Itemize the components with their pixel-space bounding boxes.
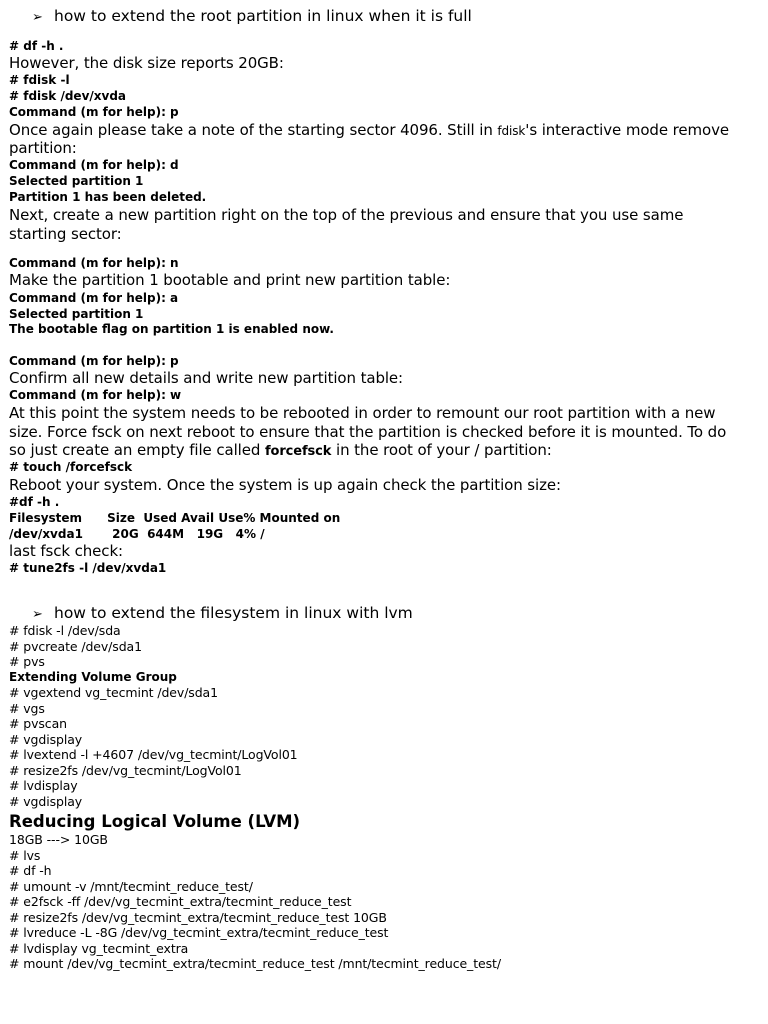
command-line: # e2fsck -ff /dev/vg_tecmint_extra/tecmint_reduce_test bbox=[9, 894, 352, 909]
command-line: # lvdisplay vg_tecmint_extra bbox=[9, 941, 189, 956]
command-line: Command (m for help): w bbox=[9, 388, 182, 402]
command-line: Command (m for help): p bbox=[9, 354, 179, 368]
command-line: # resize2fs /dev/vg_tecmint_extra/tecmint_reduce_test 10GB bbox=[9, 910, 387, 925]
command-line: # touch /forcefsck bbox=[9, 460, 133, 474]
command-line: Selected partition 1 bbox=[9, 307, 144, 321]
command-line: Command (m for help): d bbox=[9, 158, 179, 172]
text-span: in the root of your / partition: bbox=[331, 441, 552, 459]
command-line: # df -h bbox=[9, 863, 52, 878]
text-line: size. Force fsck on next reboot to ensure that the partition is checked before it is mounted. To do bbox=[9, 423, 727, 441]
command-line: # vgs bbox=[9, 701, 45, 716]
command-line: # pvcreate /dev/sda1 bbox=[9, 639, 142, 654]
command-line: # resize2fs /dev/vg_tecmint/LogVol01 bbox=[9, 763, 242, 778]
heading-text: how to extend the root partition in linux when it is full bbox=[54, 7, 472, 25]
command-line: # vgextend vg_tecmint /dev/sda1 bbox=[9, 685, 218, 700]
command-line: # lvextend -l +4607 /dev/vg_tecmint/LogVol01 bbox=[9, 747, 298, 762]
command-line: The bootable flag on partition 1 is enabled now. bbox=[9, 322, 334, 336]
section-heading bbox=[32, 9, 472, 25]
command-line: Command (m for help): p bbox=[9, 105, 179, 119]
text-line: 18GB ---> 10GB bbox=[9, 832, 108, 847]
text-line: partition: bbox=[9, 139, 77, 157]
command-line: # lvreduce -L -8G /dev/vg_tecmint_extra/tecmint_reduce_test bbox=[9, 925, 389, 940]
arrow-bullet-icon: ➢ bbox=[32, 10, 43, 25]
text-line: Make the partition 1 bootable and print new partition table: bbox=[9, 271, 451, 289]
heading-text: how to extend the filesystem in linux with lvm bbox=[54, 604, 413, 622]
filesystem-row: /dev/xvda1 20G 644M 19G 4% / bbox=[9, 527, 265, 541]
command-line: # tune2fs -l /dev/xvda1 bbox=[9, 561, 167, 575]
command-line: # umount -v /mnt/tecmint_reduce_test/ bbox=[9, 879, 253, 894]
section-heading bbox=[32, 606, 413, 622]
command-line: # fdisk /dev/xvda bbox=[9, 89, 127, 103]
text-line: starting sector: bbox=[9, 225, 122, 243]
command-line: # vgdisplay bbox=[9, 794, 83, 809]
section-heading: Reducing Logical Volume (LVM) bbox=[9, 812, 301, 831]
text-line: last fsck check: bbox=[9, 542, 123, 560]
inline-term: fdisk bbox=[497, 124, 526, 138]
text-line: Next, create a new partition right on the top of the previous and ensure that you use same bbox=[9, 206, 684, 224]
text-line: At this point the system needs to be rebooted in order to remount our root partition with a new bbox=[9, 404, 716, 422]
command-line: # lvs bbox=[9, 848, 41, 863]
command-line: Command (m for help): a bbox=[9, 291, 179, 305]
inline-filename: forcefsck bbox=[264, 444, 332, 459]
subheading: Extending Volume Group bbox=[9, 670, 177, 684]
text-line: However, the disk size reports 20GB: bbox=[9, 54, 284, 72]
command-line: # pvscan bbox=[9, 716, 67, 731]
command-line: # fdisk -l /dev/sda bbox=[9, 623, 121, 638]
text-line: Confirm all new details and write new partition table: bbox=[9, 369, 404, 387]
command-line: Selected partition 1 bbox=[9, 174, 144, 188]
text-line bbox=[9, 123, 729, 138]
command-line: Partition 1 has been deleted. bbox=[9, 190, 207, 204]
command-line: #df -h . bbox=[9, 495, 60, 509]
command-line: # df -h . bbox=[9, 39, 64, 53]
text-span: so just create an empty file called bbox=[9, 441, 265, 459]
text-line bbox=[9, 443, 552, 458]
arrow-bullet-icon: ➢ bbox=[32, 607, 43, 622]
command-line: # pvs bbox=[9, 654, 45, 669]
command-line: # vgdisplay bbox=[9, 732, 83, 747]
command-line: # lvdisplay bbox=[9, 778, 78, 793]
filesystem-header: Filesystem Size Used Avail Use% Mounted on bbox=[9, 511, 341, 525]
command-line: # fdisk -l bbox=[9, 73, 70, 87]
text-line: Reboot your system. Once the system is up again check the partition size: bbox=[9, 476, 561, 494]
command-line: Command (m for help): n bbox=[9, 256, 179, 270]
command-line: # mount /dev/vg_tecmint_extra/tecmint_reduce_test /mnt/tecmint_reduce_test/ bbox=[9, 956, 501, 971]
text-span: Once again please take a note of the starting sector 4096. Still in bbox=[9, 121, 498, 139]
text-span: 's interactive mode remove bbox=[525, 121, 729, 139]
